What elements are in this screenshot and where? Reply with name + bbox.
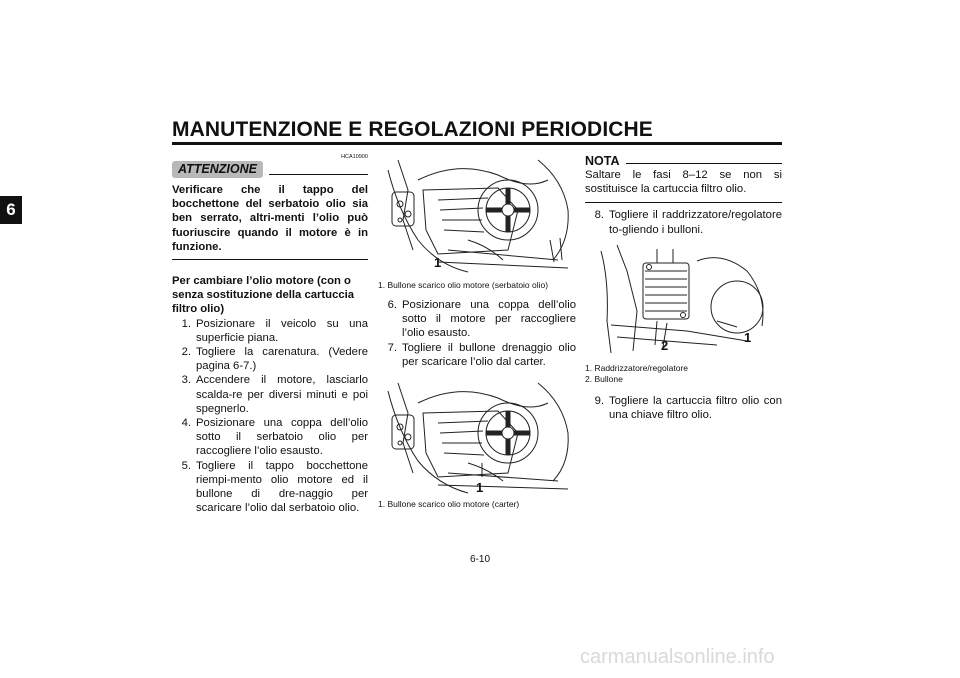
figure-caption-1: 1. Raddrizzatore/regolatore [585,362,689,373]
page-title: MANUTENZIONE E REGOLAZIONI PERIODICHE [172,118,653,141]
nota-header [585,150,782,168]
step-text: Togliere il tappo bocchettone riempi-mento olio motore ed il bullone di dre-naggio per scaricare l’olio dal serbatoio olio. [196,459,368,515]
step-number: 9. [594,394,604,407]
step-number: 3. [181,374,191,387]
attention-badge: ATTENZIONE [172,161,263,178]
step-item [378,341,576,369]
figure-caption: 1. Bullone scarico olio motore (carter) [378,499,520,510]
figure-caption: 1. Bullone scarico olio motore (serbatoio olio) [378,280,549,290]
caution-code: HCA10900 [341,154,368,160]
attention-end-rule [172,259,368,260]
step-text: Togliere la cartuccia filtro olio con una chiave filtro olio. [609,394,782,422]
callout-2: 2 [661,337,669,353]
nota-end-rule [585,202,782,203]
step-number: 1. [181,317,191,330]
step-text: Togliere il bullone drenaggio olio per scaricare l’olio dal carter. [402,341,576,368]
steps-list-3 [585,208,782,236]
nota-label: NOTA [585,153,620,168]
step-item [172,345,368,373]
step-item [378,298,576,341]
figure-caption-2: 2. Bullone [585,373,623,384]
step-item [585,394,782,422]
title-rule [172,142,782,145]
step-item [172,373,368,416]
step-text: Togliere il raddrizzatore/regolatore to-gliendo i bulloni. [609,209,782,236]
step-text: Posizionare una coppa dell’olio sotto il serbatoio olio per raccogliere l’olio esausto. [196,417,368,458]
step-number: 5. [181,459,191,472]
column-1 [172,150,368,515]
steps-list-1 [172,317,368,516]
step-number: 6. [387,299,397,311]
nota-text: Saltare le fasi 8–12 se non si sostituisce la cartuccia filtro olio. [585,169,782,196]
engine-illustration-crankcase [378,377,576,497]
chapter-tab: 6 [0,196,22,224]
page-number: 6-10 [469,554,490,565]
step-item [585,208,782,236]
step-text: Posizionare il veicolo su una superficie piana. [196,317,368,344]
step-text: Togliere la carenatura. (Vedere pagina 6-7.) [196,346,368,373]
callout-1: 1 [744,329,752,345]
column-2 [378,150,576,510]
step-number: 4. [181,417,191,430]
column-3 [585,150,782,422]
attention-text: Verificare che il tappo del bocchettone del serbatoio olio sia ben serrato, altri-menti l’olio può fuoriuscire quando il motore è in funzione. [172,184,368,253]
watermark: carmanualsonline.info [580,646,775,668]
step-text: Posizionare una coppa dell’olio sotto il motore per raccogliere l’olio esausto. [402,299,576,340]
steps-list-2 [378,298,576,369]
rectifier-illustration [597,241,772,359]
nota-rule [626,163,783,164]
attention-rule [269,174,368,175]
callout-1: 1 [434,255,442,270]
callout-1: 1 [476,480,484,496]
step-number: 2. [181,346,191,359]
step-item [172,317,368,345]
step-text: Accendere il motore, lasciarlo scalda-re per diversi minuti e poi spegnerlo. [196,374,368,415]
engine-illustration-oil-tank [378,150,576,278]
step-item [172,459,368,516]
step-number: 7. [387,341,397,354]
attention-header [172,160,368,178]
steps-list-4 [585,394,782,422]
section-subheading: Per cambiare l’olio motore (con o senza sostituzione della cartuccia filtro olio) [172,275,355,316]
step-number: 8. [594,209,604,222]
step-item [172,416,368,459]
